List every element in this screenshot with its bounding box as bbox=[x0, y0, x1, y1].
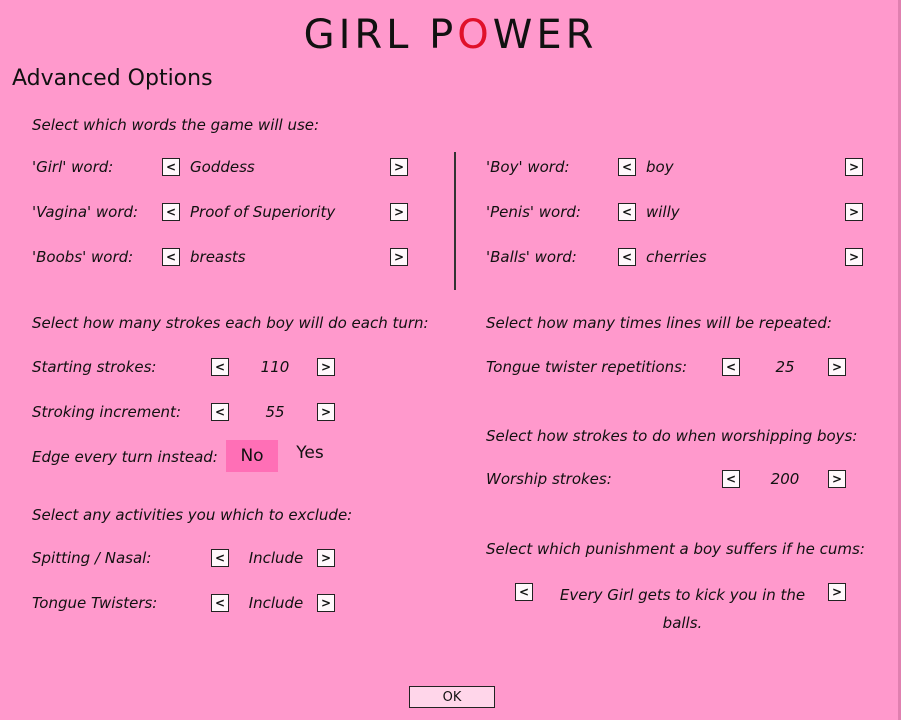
repeat-section-label: Select how many times lines will be repeated: bbox=[486, 314, 832, 332]
balls-word-label: 'Balls' word: bbox=[486, 248, 577, 266]
vagina-word-next-button[interactable]: > bbox=[390, 203, 408, 221]
ok-button[interactable]: OK bbox=[409, 686, 495, 708]
activities-section-label: Select any activities you which to exclude: bbox=[32, 506, 353, 524]
worship-strokes-value: 200 bbox=[770, 470, 800, 488]
spitting-nasal-next-button[interactable]: > bbox=[317, 549, 335, 567]
worship-strokes-increase-button[interactable]: > bbox=[828, 470, 846, 488]
girl-word-value: Goddess bbox=[190, 158, 255, 176]
balls-word-value: cherries bbox=[646, 248, 707, 266]
edge-every-turn-label: Edge every turn instead: bbox=[32, 448, 218, 466]
starting-strokes-increase-button[interactable]: > bbox=[317, 358, 335, 376]
tongue-twister-decrease-button[interactable]: < bbox=[722, 358, 740, 376]
stroking-increment-decrease-button[interactable]: < bbox=[211, 403, 229, 421]
tongue-twister-increase-button[interactable]: > bbox=[828, 358, 846, 376]
punishment-prev-button[interactable]: < bbox=[515, 583, 533, 601]
girl-word-next-button[interactable]: > bbox=[390, 158, 408, 176]
penis-word-prev-button[interactable]: < bbox=[618, 203, 636, 221]
column-divider bbox=[454, 152, 456, 290]
edge-yes-toggle[interactable]: Yes bbox=[296, 443, 324, 463]
vagina-word-label: 'Vagina' word: bbox=[32, 203, 139, 221]
stroking-increment-label: Stroking increment: bbox=[32, 403, 181, 421]
tongue-twisters-label: Tongue Twisters: bbox=[32, 594, 158, 612]
balls-word-next-button[interactable]: > bbox=[845, 248, 863, 266]
girl-word-prev-button[interactable]: < bbox=[162, 158, 180, 176]
game-title: GIRL POWER bbox=[303, 12, 598, 58]
worship-strokes-label: Worship strokes: bbox=[486, 470, 612, 488]
spitting-nasal-prev-button[interactable]: < bbox=[211, 549, 229, 567]
girl-word-label: 'Girl' word: bbox=[32, 158, 114, 176]
worship-section-label: Select how strokes to do when worshipping boys: bbox=[486, 427, 858, 445]
spitting-nasal-label: Spitting / Nasal: bbox=[32, 549, 152, 567]
balls-word-prev-button[interactable]: < bbox=[618, 248, 636, 266]
tongue-twisters-next-button[interactable]: > bbox=[317, 594, 335, 612]
penis-word-value: willy bbox=[646, 203, 680, 221]
penis-word-next-button[interactable]: > bbox=[845, 203, 863, 221]
starting-strokes-value: 110 bbox=[260, 358, 290, 376]
tongue-twister-repetitions-value: 25 bbox=[775, 358, 795, 376]
punishment-value: Every Girl gets to kick you in the balls. bbox=[559, 586, 806, 632]
stroking-increment-value: 55 bbox=[265, 403, 285, 421]
spitting-nasal-value: Include bbox=[248, 549, 304, 567]
punishment-next-button[interactable]: > bbox=[828, 583, 846, 601]
vagina-word-value: Proof of Superiority bbox=[190, 203, 336, 221]
tongue-twisters-value: Include bbox=[248, 594, 304, 612]
starting-strokes-decrease-button[interactable]: < bbox=[211, 358, 229, 376]
vagina-word-prev-button[interactable]: < bbox=[162, 203, 180, 221]
boobs-word-label: 'Boobs' word: bbox=[32, 248, 134, 266]
venus-symbol-icon: O bbox=[457, 12, 493, 58]
punishment-section-label: Select which punishment a boy suffers if he cums: bbox=[486, 540, 865, 558]
edge-no-toggle[interactable]: No bbox=[226, 440, 278, 472]
boobs-word-value: breasts bbox=[190, 248, 246, 266]
boobs-word-prev-button[interactable]: < bbox=[162, 248, 180, 266]
boobs-word-next-button[interactable]: > bbox=[390, 248, 408, 266]
boy-word-next-button[interactable]: > bbox=[845, 158, 863, 176]
strokes-section-label: Select how many strokes each boy will do each turn: bbox=[32, 314, 429, 332]
boy-word-label: 'Boy' word: bbox=[486, 158, 570, 176]
worship-strokes-decrease-button[interactable]: < bbox=[722, 470, 740, 488]
page-heading: Advanced Options bbox=[12, 66, 213, 91]
starting-strokes-label: Starting strokes: bbox=[32, 358, 157, 376]
tongue-twisters-prev-button[interactable]: < bbox=[211, 594, 229, 612]
boy-word-value: boy bbox=[646, 158, 674, 176]
penis-word-label: 'Penis' word: bbox=[486, 203, 581, 221]
boy-word-prev-button[interactable]: < bbox=[618, 158, 636, 176]
words-section-label: Select which words the game will use: bbox=[32, 116, 320, 134]
tongue-twister-repetitions-label: Tongue twister repetitions: bbox=[486, 358, 687, 376]
stroking-increment-increase-button[interactable]: > bbox=[317, 403, 335, 421]
